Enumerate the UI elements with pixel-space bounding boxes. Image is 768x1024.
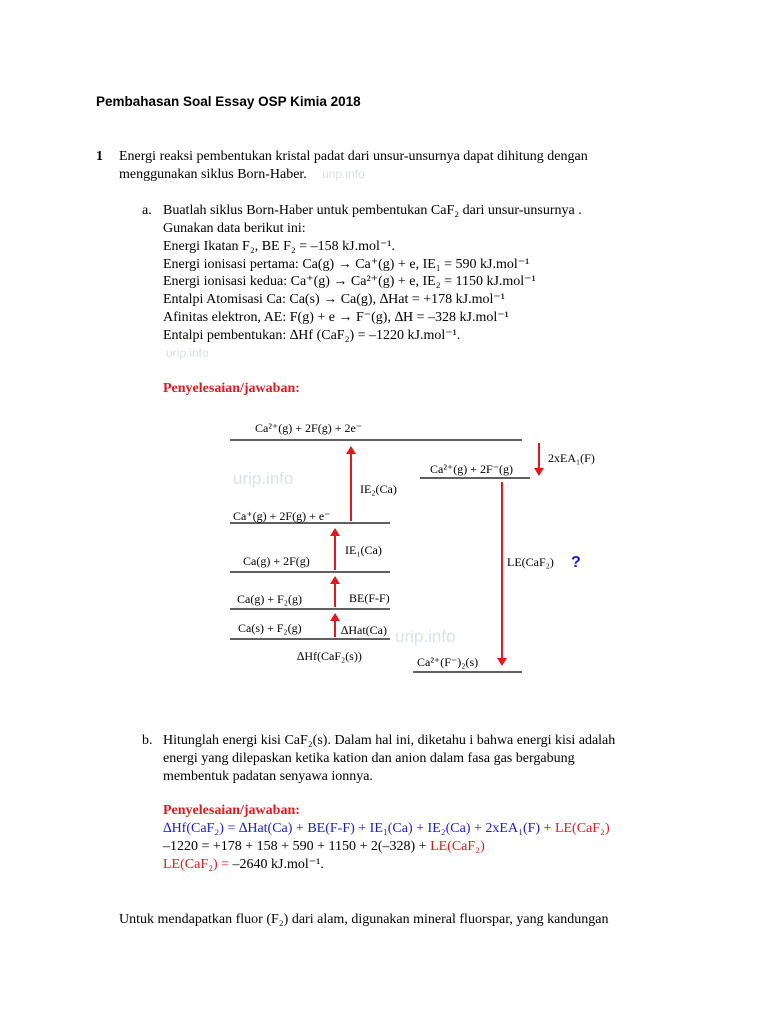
level-label: Ca⁺(g) + 2F(g) + e⁻ (233, 509, 331, 523)
part-a-line2: Gunakan data berikut ini: (163, 221, 306, 236)
level-label: Ca(g) + F₂(g) (237, 592, 302, 606)
equation-line-3 (163, 856, 324, 874)
arrow-label: ∆Hat(Ca) (341, 623, 387, 637)
equation-line-1 (163, 820, 610, 838)
footer-text: Untuk mendapatkan fluor (F₂) dari alam, digunakan mineral fluorspar, yang kandungan (119, 912, 609, 927)
question-number: 1 (96, 149, 103, 164)
answer-label: Penyelesaian/jawaban: (163, 803, 300, 818)
equation-line-2 (163, 838, 485, 856)
arrow-label: LE(CaF₂) (507, 555, 554, 569)
equation-part: LE(CaF₂) = (163, 857, 233, 872)
arrow-label: ∆Hf(CaF₂(s)) (297, 649, 362, 663)
equation-part: –1220 = +178 + 158 + 590 + 1150 + 2(–328) + (163, 839, 431, 854)
level-label: Ca²⁺(F⁻)₂(s) (417, 655, 479, 669)
level-label: Ca²⁺(g) + 2F⁻(g) (430, 462, 514, 476)
equation-part: –2640 kJ.mol⁻¹. (232, 857, 324, 872)
question-1-line2: menggunakan siklus Born-Haber. (119, 167, 307, 182)
arrow-label: IE₁(Ca) (345, 543, 382, 557)
equation-part: LE(CaF₂) (430, 839, 485, 854)
question-1-line1: Energi reaksi pembentukan kristal padat dari unsur-unsurnya dapat dihitung dengan (119, 149, 588, 164)
part-b-line1: Hitunglah energi kisi CaF₂(s). Dalam hal ini, diketahu i bahwa energi kisi adalah (163, 733, 616, 748)
diagram-watermark: urip.info (395, 627, 456, 646)
data-line: Entalpi pembentukan: ∆Hf (CaF₂) = –1220 kJ.mol⁻¹. (163, 328, 461, 343)
equation-part: ∆Hf(CaF₂) = ∆Hat(Ca) + BE(F-F) + IE₁(Ca) + IE₂(Ca) + 2xEA₁(F) + (163, 821, 555, 836)
data-line: Energi ionisasi pertama: Ca(g) → Ca⁺(g) + e, IE₁ = 590 kJ.mol⁻¹ (163, 257, 530, 272)
part-a-line1: Buatlah siklus Born-Haber untuk pembentukan CaF₂ dari unsur-unsurnya . (163, 203, 582, 218)
part-b-label: b. (142, 733, 153, 748)
part-b-line2: energi yang dilepaskan ketika kation dan anion dalam fasa gas bergabung (163, 751, 575, 766)
data-line: Energi Ikatan F₂, BE F₂ = –158 kJ.mol⁻¹. (163, 239, 395, 254)
question-mark: ? (571, 554, 581, 571)
diagram-watermark: urip.info (233, 469, 294, 488)
data-line: Afinitas elektron, AE: F(g) + e → F⁻(g), ∆H = –328 kJ.mol⁻¹ (163, 310, 509, 325)
watermark: urip.info (166, 346, 209, 360)
answer-label: Penyelesaian/jawaban: (163, 381, 300, 396)
data-line: Energi ionisasi kedua: Ca⁺(g) → Ca²⁺(g) + e, IE₂ = 1150 kJ.mol⁻¹ (163, 274, 536, 289)
arrow-label: 2xEA₁(F) (548, 451, 595, 465)
arrow-label: BE(F-F) (349, 591, 390, 605)
level-label: Ca(s) + F₂(g) (238, 621, 302, 635)
part-b-line3: membentuk padatan senyawa ionnya. (163, 769, 373, 784)
equation-part: LE(CaF₂) (554, 821, 610, 836)
born-haber-diagram (225, 410, 625, 680)
part-a-label: a. (142, 203, 152, 218)
arrow-label: IE₂(Ca) (360, 482, 397, 496)
page-title: Pembahasan Soal Essay OSP Kimia 2018 (96, 94, 361, 109)
level-label: Ca²⁺(g) + 2F(g) + 2e⁻ (255, 421, 363, 435)
data-line: Entalpi Atomisasi Ca: Ca(s) → Ca(g), ∆Hat = +178 kJ.mol⁻¹ (163, 292, 505, 307)
watermark: urip.info (322, 167, 365, 181)
level-label: Ca(g) + 2F(g) (243, 554, 310, 568)
